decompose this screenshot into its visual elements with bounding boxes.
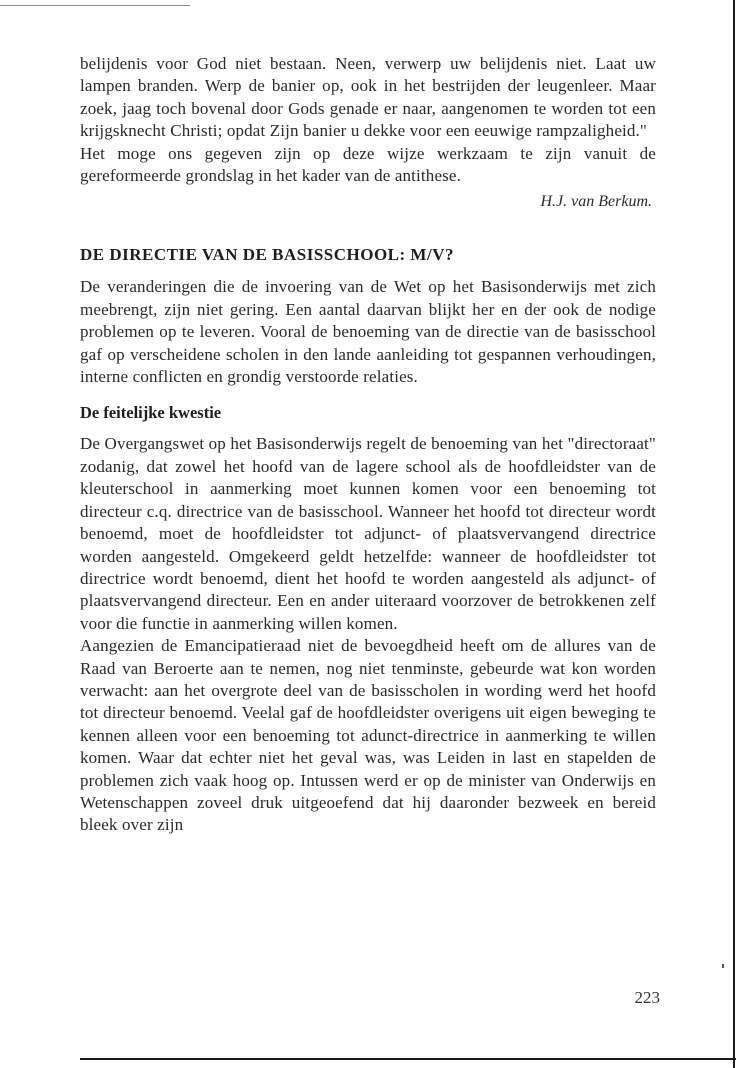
article-intro-paragraph: De veranderingen die de invoering van de Wet op het Basisonderwijs met zich meebrengt, zijn niet gering. Een aantal daarvan blijkt her en der ook de nodige problemen op te leveren. Vooral de benoeming van de directie van de basisschool gaf op verscheidene scholen in den lande aanleiding tot gespannen verhoudingen, interne conflicten en grondig verstoorde relaties.: [80, 277, 656, 387]
text-column: [80, 53, 656, 837]
author-signature: H.J. van Berkum.: [540, 193, 652, 211]
paragraph-quote-end: belijdenis voor God niet bestaan. Neen, verwerp uw belijdenis niet. Laat uw lampen branden. Werp de banier op, ook in het bestrijden der leugenleer. Maar zoek, jaag toch bovenal door Gods genade er naar, aangenomen te worden tot een krijgsknecht Christi; opdat Zijn banier u dekke voor een eeuwige rampzaligheid.": [80, 54, 656, 141]
scan-edge-bottom: [80, 1058, 736, 1060]
paragraph-closing: Het moge ons gegeven zijn op deze wijze werkzaam te zijn vanuit de gereformeerde grondslag in het kader van de antithese.: [80, 143, 656, 186]
scan-edge-right: [733, 0, 735, 1068]
section-title: De feitelijke kwestie: [80, 403, 222, 423]
scan-artifact: [722, 964, 724, 968]
section-paragraph-1: De Overgangswet op het Basisonderwijs regelt de benoeming van het "directoraat" zodanig, dat zowel het hoofd van de lagere school als de hoofdleidster van de kleuterschool in aanmerking moet kunnen komen voor een benoeming tot directeur c.q. directrice van de basisschool. Wanneer het hoofd tot directeur wordt benoemd, moet de hoofdleidster tot adjunct- of plaatsvervangend directrice worden aangesteld. Omgekeerd geldt hetzelfde: wanneer de hoofdleidster tot directrice wordt benoemd, dient het hoofd te worden aangesteld als adjunct- of plaatsvervangend directeur. Een en ander uiteraard voorzover de betrokkenen zelf voor die functie in aanmerking willen komen.: [80, 434, 656, 633]
scan-edge-top: [0, 5, 190, 6]
page-number: 223: [634, 988, 660, 1007]
section-paragraph-2: Aangezien de Emancipatieraad niet de bevoegdheid heeft om de allures van de Raad van Beroerte aan te nemen, nog niet tenminste, gebeurde wat kon worden verwacht: aan het overgrote deel van de basisscholen in wording werd het hoofd tot directeur benoemd. Veelal gaf de hoofdleidster overigens uit eigen beweging te kennen alleen voor een benoeming tot adunct-directrice in aanmerking te willen komen. Waar dat echter niet het geval was, was Leiden in last en stapelden de problemen zich vaak hoog op. Intussen werd er op de minister van Onderwijs en Wetenschappen zoveel druk uitgeoefend dat hij daaronder bezweek en bereid bleek over zijn: [80, 636, 656, 835]
article-title: DE DIRECTIE VAN DE BASISSCHOOL: M/V?: [80, 245, 454, 265]
